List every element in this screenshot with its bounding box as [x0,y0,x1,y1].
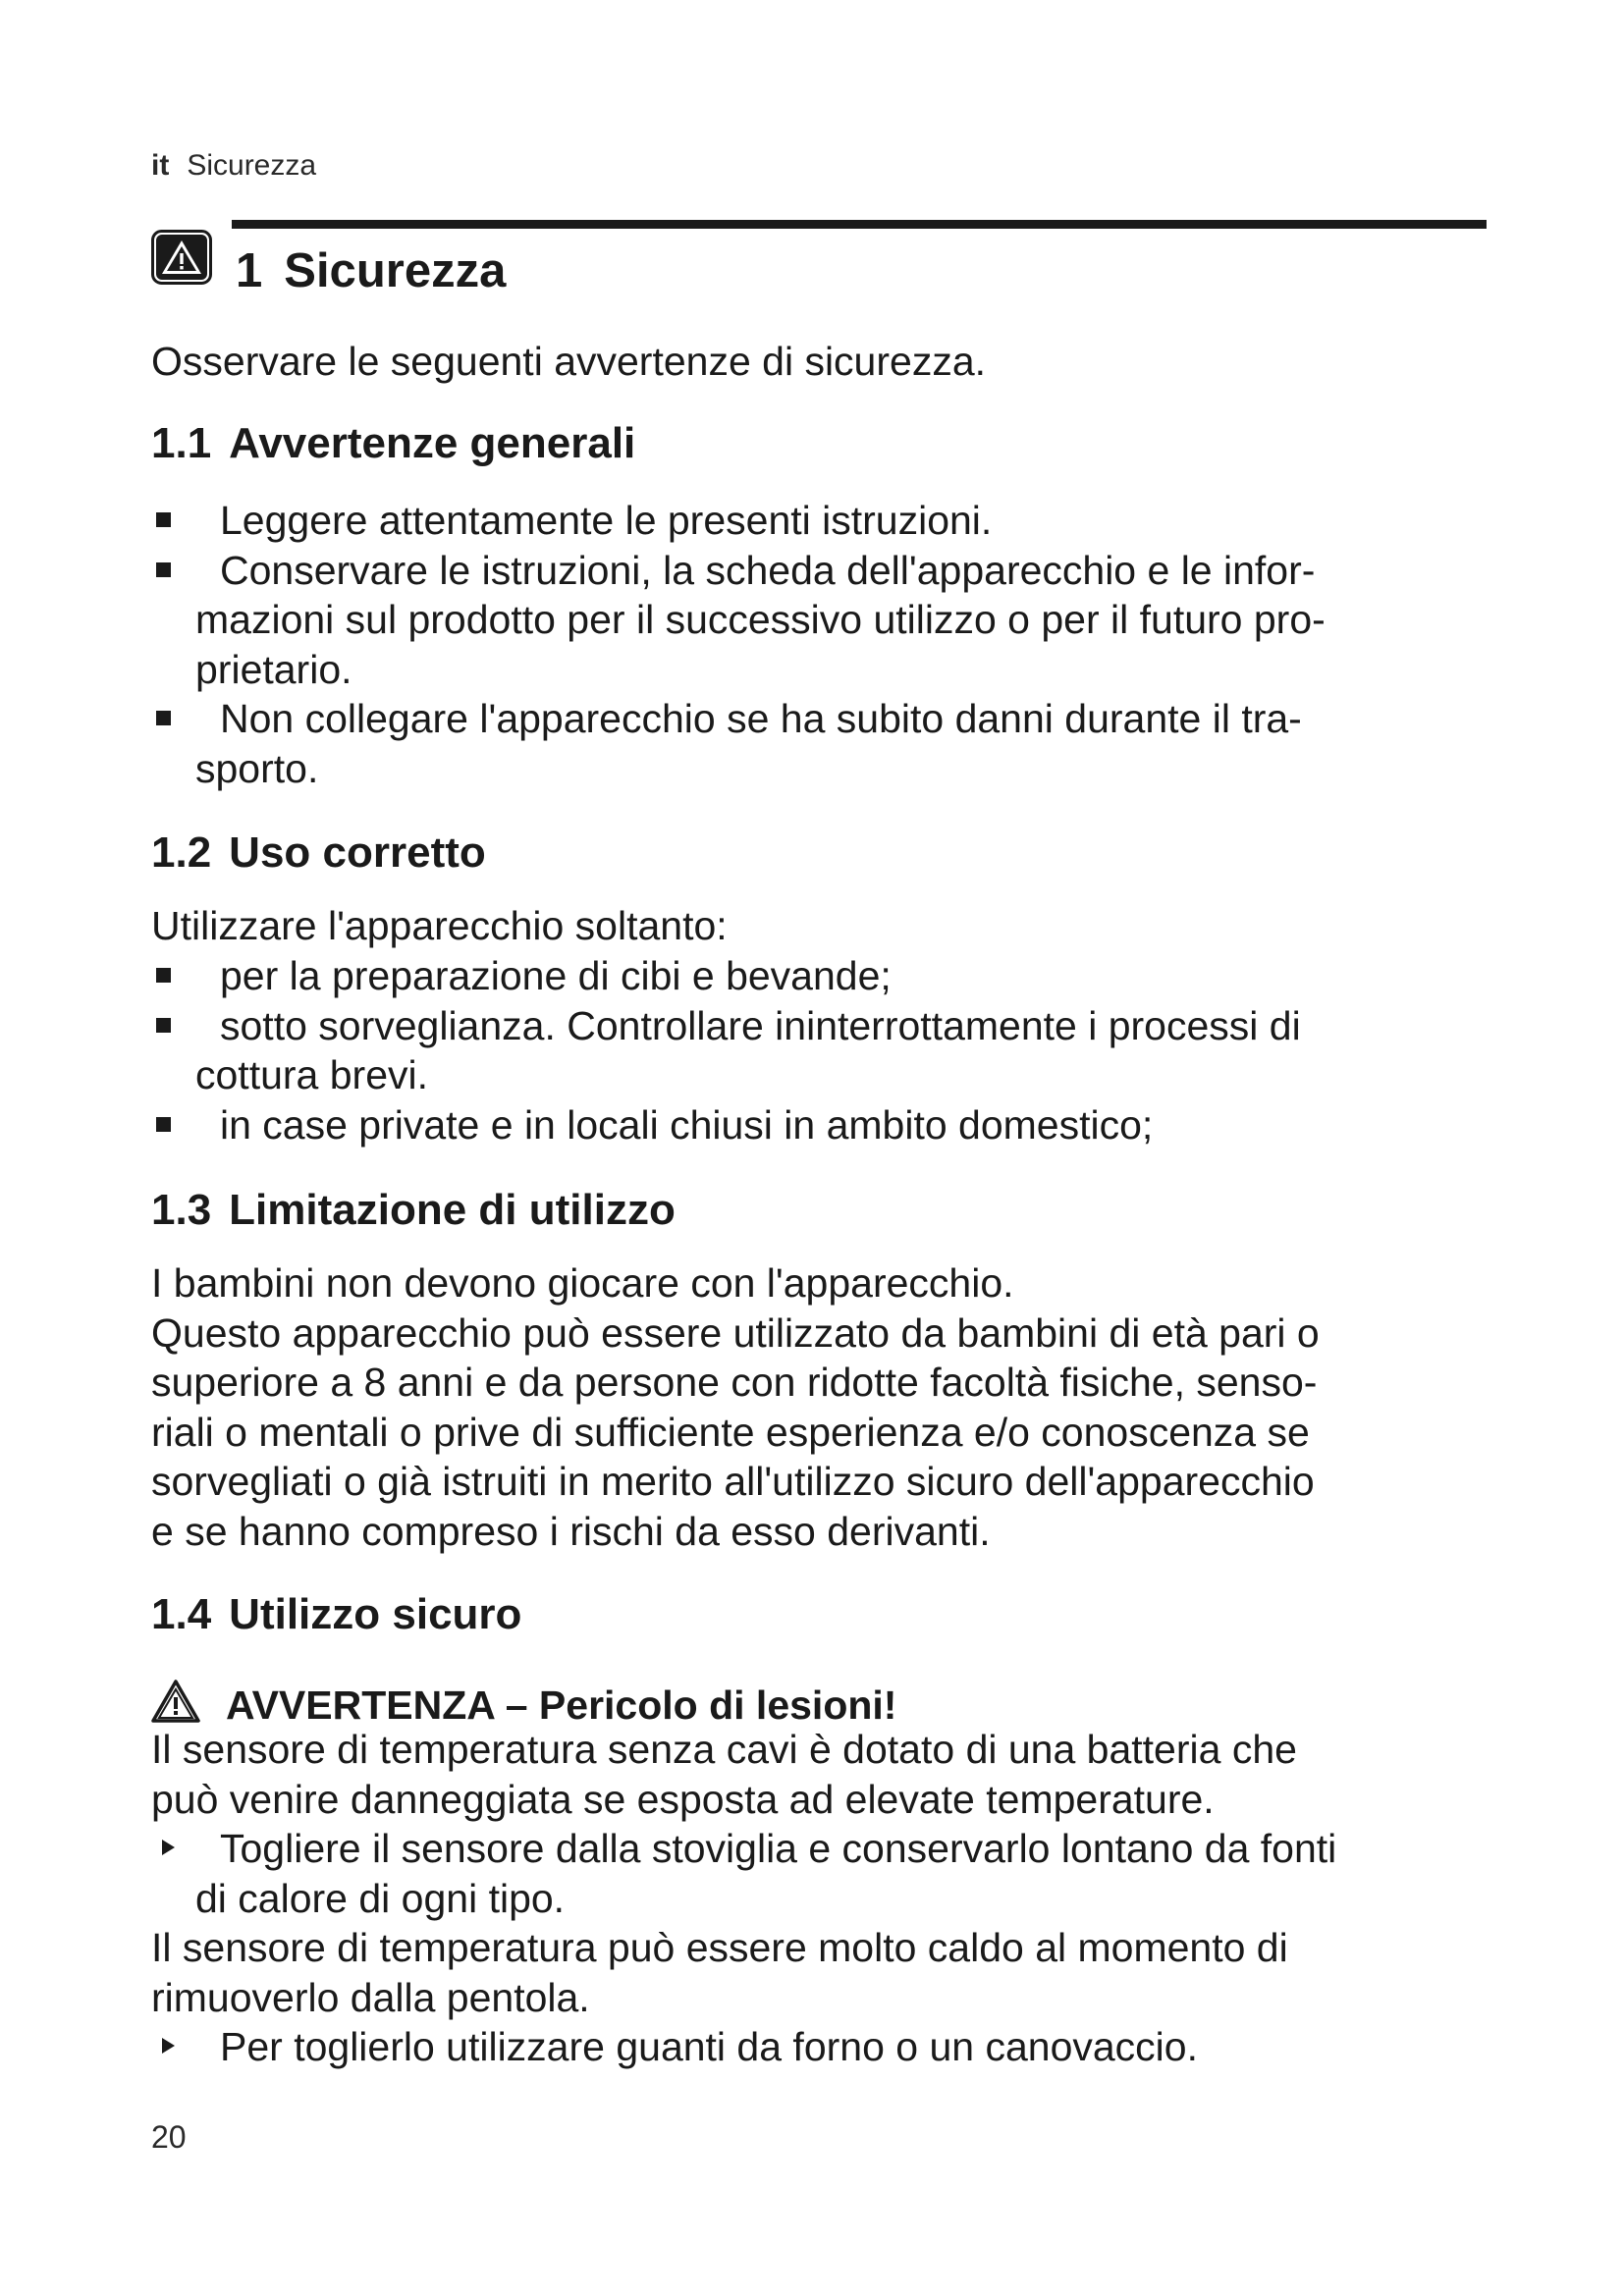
running-header [151,149,316,183]
square-bullet-icon [156,711,171,725]
warning-paragraph-2: Il sensore di temperatura può essere molto caldo al momento di rimuoverlo dalla pentola. [151,1925,1288,2020]
square-bullet-icon [156,562,171,577]
list-item: Conservare le istruzioni, la scheda dell'apparecchio e le infor- mazioni sul prodotto per il successivo utilizzo o per il futuro pro- prietario. [151,546,1487,695]
running-header-section: Sicurezza [187,149,317,182]
general-warnings-list [151,496,1487,793]
section-heading-1-3 [151,1184,676,1237]
action-step-2 [151,2022,1487,2072]
warning-triangle-icon [151,230,212,285]
chapter-number: 1 [236,244,263,297]
action-step-1 [151,1824,1487,1923]
warning-text: AVVERTENZA – Pericolo di lesioni! [226,1682,897,1728]
section-heading-1-4 [151,1588,521,1641]
warning-triangle-icon [151,1680,200,1723]
section-heading-1-2 [151,827,486,880]
list-item: Leggere attentamente le presenti istruzioni. [151,496,1487,546]
list-item: Togliere il sensore dalla stoviglia e conservarlo lontano da fonti di calore di ogni tipo. [151,1824,1487,1923]
usage-limitation-paragraph: I bambini non devono giocare con l'apparecchio. Questo apparecchio può essere utilizzato da bambini di età pari o superiore a 8 anni e da persone con ridotte facoltà fisiche, senso- riali o mentali o prive di sufficiente esperienza e/o conoscenza se sorvegliati o già istruiti in merito all'utilizzo sicuro dell'apparecchio e se hanno compreso i rischi da esso derivanti. [151,1260,1320,1554]
arrow-bullet-icon [162,2038,175,2054]
list-item: Per toglierlo utilizzare guanti da forno o un canovaccio. [151,2022,1487,2072]
correct-use-list [151,951,1487,1149]
language-code: it [151,149,170,182]
section-intro: Utilizzare l'apparecchio soltanto: [151,903,728,948]
arrow-bullet-icon [162,1840,175,1855]
section-heading-1-1 [151,417,635,470]
square-bullet-icon [156,968,171,983]
square-bullet-icon [156,1018,171,1033]
chapter-rule [232,220,1487,229]
warning-heading [151,1680,896,1730]
section-number: 1.4 [151,1590,212,1638]
list-item: per la preparazione di cibi e bevande; [151,951,1487,1001]
section-title: Limitazione di utilizzo [229,1186,676,1234]
section-title: Avvertenze generali [229,419,636,467]
page-number: 20 [151,2119,187,2155]
square-bullet-icon [156,512,171,527]
warning-paragraph-1: Il sensore di temperatura senza cavi è dotato di una batteria che può venire danneggiata se esposta ad elevate temperature. [151,1727,1297,1822]
chapter-title [236,241,506,300]
list-item: Non collegare l'apparecchio se ha subito danni durante il tra- sporto. [151,694,1487,793]
list-item: sotto sorveglianza. Controllare ininterrottamente i processi di cottura brevi. [151,1001,1487,1100]
square-bullet-icon [156,1117,171,1132]
section-title: Utilizzo sicuro [229,1590,522,1638]
section-number: 1.3 [151,1186,212,1234]
chapter-title-text: Sicurezza [284,244,507,297]
section-number: 1.1 [151,419,212,467]
section-title: Uso corretto [229,828,486,877]
list-item: in case private e in locali chiusi in ambito domestico; [151,1100,1487,1150]
section-number: 1.2 [151,828,212,877]
intro-paragraph: Osservare le seguenti avvertenze di sicurezza. [151,339,987,384]
